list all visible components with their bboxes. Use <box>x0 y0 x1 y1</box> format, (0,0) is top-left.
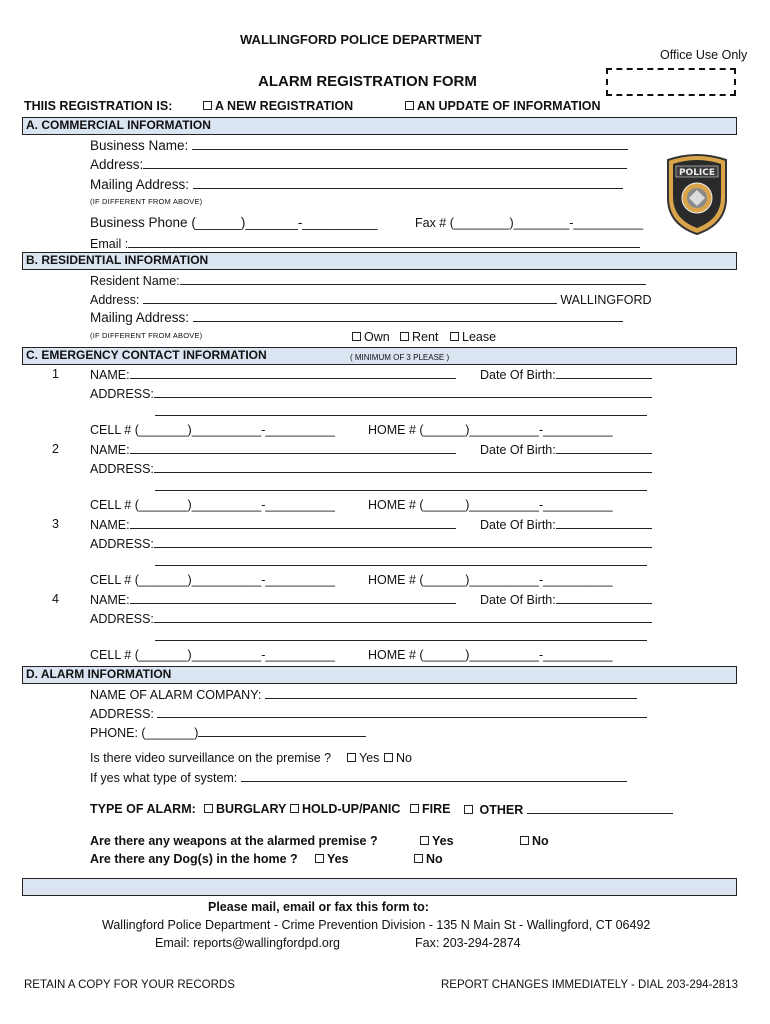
own-option[interactable]: Own <box>352 330 390 344</box>
contact-email: Email: reports@wallingfordpd.org <box>155 936 340 950</box>
video-surveillance-question: Is there video surveillance on the premise ? <box>90 751 332 765</box>
contact-cell-field[interactable]: CELL # (_______)__________-__________ <box>90 573 335 587</box>
dogs-no-checkbox[interactable] <box>414 854 423 863</box>
alarm-company-field[interactable]: NAME OF ALARM COMPANY: <box>90 687 637 702</box>
section-a-header: A. COMMERCIAL INFORMATION <box>22 117 737 135</box>
contact-dob-field[interactable]: Date Of Birth: <box>480 442 652 457</box>
fax-field[interactable]: Fax # (________)________-__________ <box>415 216 643 230</box>
registration-type-label: THIIS REGISTRATION IS: <box>24 99 173 113</box>
dogs-no-option[interactable]: No <box>414 852 443 866</box>
office-use-box <box>606 68 736 96</box>
update-information-option[interactable]: AN UPDATE OF INFORMATION <box>405 99 601 113</box>
fire-checkbox[interactable] <box>410 804 419 813</box>
contact-home-field[interactable]: HOME # (______)__________-__________ <box>368 423 613 437</box>
dogs-yes-checkbox[interactable] <box>315 854 324 863</box>
system-type-field[interactable]: If yes what type of system: <box>90 770 627 785</box>
lease-checkbox[interactable] <box>450 332 459 341</box>
weapons-yes-option[interactable]: Yes <box>420 834 454 848</box>
lease-option[interactable]: Lease <box>450 330 496 344</box>
contact-address-line2[interactable] <box>155 479 647 494</box>
contact-home-field[interactable]: HOME # (______)__________-__________ <box>368 648 613 662</box>
business-mailing-field[interactable]: Mailing Address: <box>90 177 623 192</box>
contact-number: 2 <box>52 442 59 456</box>
police-badge-logo <box>662 152 732 236</box>
video-no-checkbox[interactable] <box>384 753 393 762</box>
contact-address-field[interactable]: ADDRESS: <box>90 611 652 626</box>
email-field[interactable]: Email : <box>90 236 640 251</box>
weapons-yes-checkbox[interactable] <box>420 836 429 845</box>
video-yes-option[interactable]: Yes <box>347 751 379 765</box>
weapons-question: Are there any weapons at the alarmed premise ? <box>90 834 378 848</box>
contact-number: 3 <box>52 517 59 531</box>
holdup-option[interactable]: HOLD-UP/PANIC <box>290 802 400 816</box>
new-registration-checkbox[interactable] <box>203 101 212 110</box>
contact-cell-field[interactable]: CELL # (_______)__________-__________ <box>90 423 335 437</box>
empty-bar <box>22 878 737 896</box>
report-changes-note: REPORT CHANGES IMMEDIATELY - DIAL 203-294-2813 <box>441 979 738 991</box>
mailing-address: Wallingford Police Department - Crime Prevention Division - 135 N Main St - Wallingford, CT 06492 <box>102 918 651 932</box>
other-option[interactable]: OTHER <box>464 802 673 817</box>
video-yes-checkbox[interactable] <box>347 753 356 762</box>
section-c-header: C. EMERGENCY CONTACT INFORMATION ( MINIMUM OF 3 PLEASE ) <box>22 347 737 365</box>
new-registration-option[interactable]: A NEW REGISTRATION <box>203 99 353 113</box>
contact-address-line2[interactable] <box>155 554 647 569</box>
holdup-checkbox[interactable] <box>290 804 299 813</box>
rent-checkbox[interactable] <box>400 332 409 341</box>
contact-address-line2[interactable] <box>155 404 647 419</box>
contact-dob-field[interactable]: Date Of Birth: <box>480 517 652 532</box>
alarm-company-address-field[interactable]: ADDRESS: <box>90 706 647 721</box>
contact-number: 1 <box>52 367 59 381</box>
resident-mailing-field[interactable]: Mailing Address: <box>90 310 623 325</box>
rent-option[interactable]: Rent <box>400 330 438 344</box>
contact-dob-field[interactable]: Date Of Birth: <box>480 367 652 382</box>
contact-name-field[interactable]: NAME: <box>90 592 456 607</box>
contact-dob-field[interactable]: Date Of Birth: <box>480 592 652 607</box>
dogs-question: Are there any Dog(s) in the home ? <box>90 852 298 866</box>
contact-cell-field[interactable]: CELL # (_______)__________-__________ <box>90 648 335 662</box>
contact-home-field[interactable]: HOME # (______)__________-__________ <box>368 498 613 512</box>
dogs-yes-option[interactable]: Yes <box>315 852 349 866</box>
section-d-header: D. ALARM INFORMATION <box>22 666 737 684</box>
contact-address-field[interactable]: ADDRESS: <box>90 461 652 476</box>
contact-cell-field[interactable]: CELL # (_______)__________-__________ <box>90 498 335 512</box>
resident-name-field[interactable]: Resident Name: <box>90 273 646 288</box>
contact-number: 4 <box>52 592 59 606</box>
minimum-note: ( MINIMUM OF 3 PLEASE ) <box>350 353 450 362</box>
contact-address-field[interactable]: ADDRESS: <box>90 536 652 551</box>
if-different-note: (IF DIFFERENT FROM ABOVE) <box>90 197 203 206</box>
department-title: WALLINGFORD POLICE DEPARTMENT <box>240 32 482 47</box>
burglary-checkbox[interactable] <box>204 804 213 813</box>
other-checkbox[interactable] <box>464 805 473 814</box>
resident-address-field[interactable]: Address: WALLINGFORD <box>90 293 652 307</box>
badge-text: POLICE <box>678 168 716 178</box>
alarm-company-phone-field[interactable]: PHONE: (_______) <box>90 725 366 740</box>
retain-copy-note: RETAIN A COPY FOR YOUR RECORDS <box>24 979 235 991</box>
contact-address-field[interactable]: ADDRESS: <box>90 386 652 401</box>
burglary-option[interactable]: BURGLARY <box>204 802 286 816</box>
update-information-checkbox[interactable] <box>405 101 414 110</box>
contact-name-field[interactable]: NAME: <box>90 517 456 532</box>
form-title: ALARM REGISTRATION FORM <box>258 73 477 90</box>
contact-home-field[interactable]: HOME # (______)__________-__________ <box>368 573 613 587</box>
type-of-alarm-label: TYPE OF ALARM: <box>90 802 196 816</box>
weapons-no-option[interactable]: No <box>520 834 549 848</box>
contact-address-line2[interactable] <box>155 629 647 644</box>
own-checkbox[interactable] <box>352 332 361 341</box>
weapons-no-checkbox[interactable] <box>520 836 529 845</box>
business-name-field[interactable]: Business Name: <box>90 138 628 153</box>
contact-name-field[interactable]: NAME: <box>90 442 456 457</box>
section-b-header: B. RESIDENTIAL INFORMATION <box>22 252 737 270</box>
if-different-note-b: (IF DIFFERENT FROM ABOVE) <box>90 331 203 340</box>
mail-instructions: Please mail, email or fax this form to: <box>208 900 429 914</box>
office-use-label: Office Use Only <box>660 48 748 62</box>
contact-name-field[interactable]: NAME: <box>90 367 456 382</box>
video-no-option[interactable]: No <box>384 751 412 765</box>
contact-fax: Fax: 203-294-2874 <box>415 936 521 950</box>
fire-option[interactable]: FIRE <box>410 802 450 816</box>
business-phone-field[interactable]: Business Phone (______)_______-__________ <box>90 215 378 230</box>
business-address-field[interactable]: Address: <box>90 157 627 172</box>
